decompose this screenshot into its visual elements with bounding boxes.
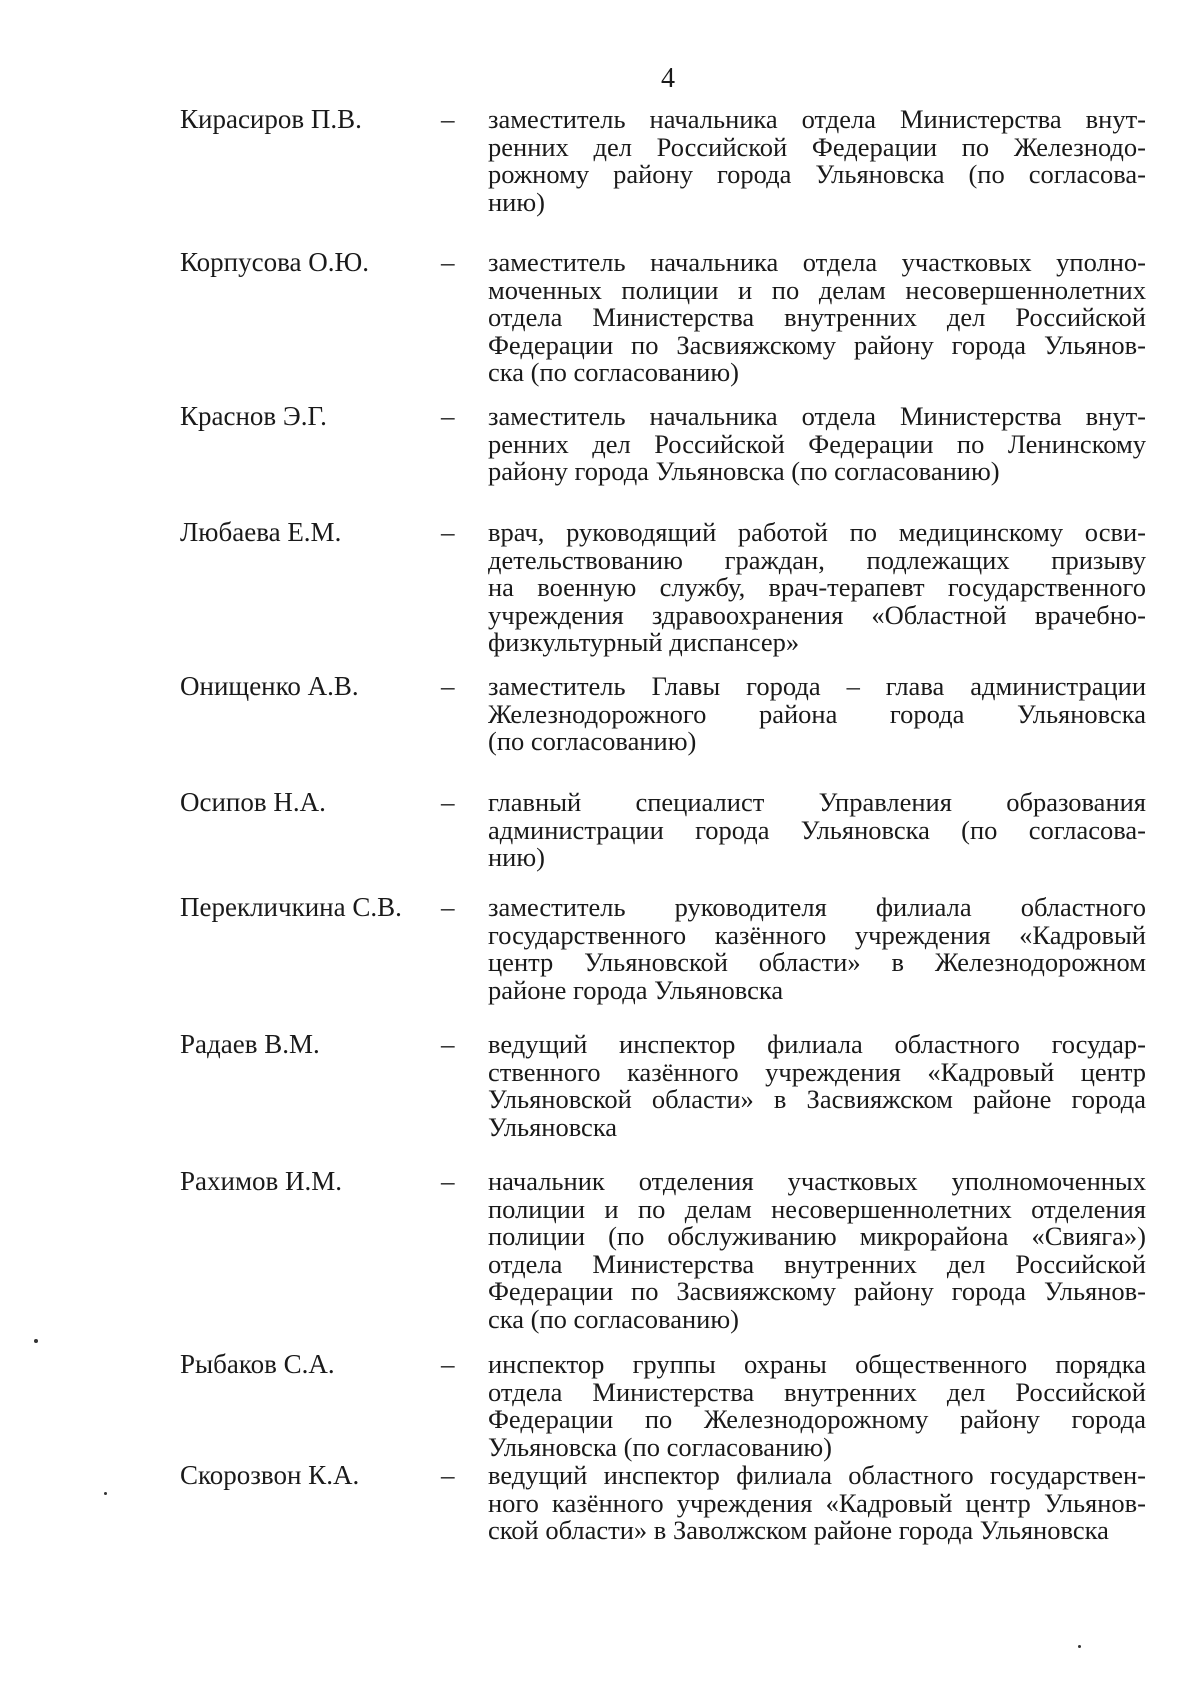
position-line: отдела Министерства внутренних дел Российской	[488, 302, 1146, 332]
page-number: 4	[661, 63, 675, 94]
scan-speck	[34, 1339, 38, 1343]
dash-separator: –	[441, 401, 455, 431]
member-name: Рахимов И.М.	[180, 1166, 343, 1196]
position-line: учреждения здравоохранения «Областной врачебно-	[488, 599, 1146, 630]
position-line: врач, руководящий работой по медицинскому осви-	[488, 517, 1146, 547]
dash-separator: –	[441, 1349, 455, 1379]
member-position	[488, 403, 1146, 486]
scan-speck	[104, 1492, 107, 1495]
position-line: Железнодорожного района города Ульяновска	[488, 698, 1146, 729]
member-position	[488, 1168, 1146, 1333]
member-name: Краснов Э.Г.	[180, 401, 327, 431]
member-name: Любаева Е.М.	[180, 517, 342, 547]
position-line: (по согласованию)	[488, 726, 697, 756]
dash-separator: –	[441, 247, 455, 277]
dash-separator: –	[441, 104, 455, 134]
position-line: нию)	[488, 186, 545, 217]
position-line: Ульяновска	[488, 1111, 618, 1142]
member-position	[488, 1351, 1146, 1461]
position-line: главный специалист Управления образования	[488, 787, 1146, 817]
dash-separator: –	[441, 517, 455, 547]
position-line: Федерации по Засвияжскому району города Ульянов-	[488, 1276, 1146, 1306]
position-line: полиции и по делам несовершеннолетних отделения	[488, 1193, 1146, 1224]
position-line: заместитель начальника отдела участковых уполно-	[488, 247, 1146, 277]
position-line: центр Ульяновской области» в Железнодорожном	[488, 947, 1146, 977]
position-line: ренних дел Российской Федерации по Железнодо-	[488, 131, 1146, 162]
position-line: ренних дел Российской Федерации по Ленинскому	[488, 428, 1146, 459]
position-line: государственного казённого учреждения «Кадровый	[488, 919, 1146, 950]
member-name: Осипов Н.А.	[180, 787, 326, 817]
position-line: отдела Министерства внутренних дел Российской	[488, 1376, 1146, 1407]
dash-separator: –	[441, 892, 455, 922]
position-line: Ульяновска (по согласованию)	[488, 1431, 833, 1462]
position-line: администрации города Ульяновска (по согласова-	[488, 814, 1146, 845]
member-position	[488, 1031, 1146, 1141]
member-name: Корпусова О.Ю.	[180, 247, 369, 277]
member-name: Перекличкина С.В.	[180, 892, 402, 922]
member-position	[488, 106, 1146, 216]
position-line: Федерации по Железнодорожному району города	[488, 1404, 1146, 1434]
position-line: физкультурный диспансер»	[488, 627, 800, 657]
member-name: Рыбаков С.А.	[180, 1349, 335, 1379]
position-line: ного казённого учреждения «Кадровый центр Ульянов-	[488, 1487, 1146, 1518]
member-name: Онищенко А.В.	[180, 671, 359, 701]
position-line: району города Ульяновска (по согласованию)	[488, 456, 1000, 486]
member-position	[488, 1462, 1146, 1545]
position-line: заместитель Главы города – глава администрации	[488, 671, 1146, 701]
position-line: заместитель начальника отдела Министерства внут-	[488, 104, 1146, 134]
member-name: Радаев В.М.	[180, 1029, 320, 1059]
position-line: детельствованию граждан, подлежащих призыву	[488, 544, 1146, 575]
position-line: начальник отделения участковых уполномоченных	[488, 1166, 1146, 1196]
position-line: моченных полиции и по делам несовершеннолетних	[488, 274, 1146, 305]
position-line: ведущий инспектор филиала областного государствен-	[488, 1460, 1146, 1490]
position-line: инспектор группы охраны общественного порядка	[488, 1349, 1146, 1379]
position-line: нию)	[488, 842, 545, 872]
position-line: ской области» в Заволжском районе города Ульяновска	[488, 1515, 1109, 1545]
position-line: Ульяновской области» в Засвияжском районе города	[488, 1084, 1146, 1114]
member-name: Кирасиров П.В.	[180, 104, 362, 134]
position-line: районе города Ульяновска	[488, 974, 784, 1005]
position-line: отдела Министерства внутренних дел Российской	[488, 1248, 1146, 1279]
position-line: на военную службу, врач-терапевт государственного	[488, 572, 1146, 602]
position-line: заместитель руководителя филиала областного	[488, 892, 1146, 922]
position-line: ственного казённого учреждения «Кадровый центр	[488, 1056, 1146, 1087]
scan-speck	[1078, 1645, 1081, 1648]
member-position	[488, 673, 1146, 756]
dash-separator: –	[441, 1029, 455, 1059]
position-line: ведущий инспектор филиала областного государ-	[488, 1029, 1146, 1059]
dash-separator: –	[441, 1166, 455, 1196]
dash-separator: –	[441, 787, 455, 817]
member-position	[488, 519, 1146, 657]
position-line: заместитель начальника отдела Министерства внут-	[488, 401, 1146, 431]
member-position	[488, 789, 1146, 872]
dash-separator: –	[441, 1460, 455, 1490]
position-line: рожному району города Ульяновска (по согласова-	[488, 159, 1146, 189]
position-line: полиции (по обслуживанию микрорайона «Свияга»)	[488, 1221, 1146, 1251]
member-position	[488, 249, 1146, 387]
position-line: ска (по согласованию)	[488, 357, 739, 387]
dash-separator: –	[441, 671, 455, 701]
member-name: Скорозвон К.А.	[180, 1460, 360, 1490]
position-line: ска (по согласованию)	[488, 1303, 739, 1334]
position-line: Федерации по Засвияжскому району города Ульянов-	[488, 329, 1146, 360]
member-position	[488, 894, 1146, 1004]
